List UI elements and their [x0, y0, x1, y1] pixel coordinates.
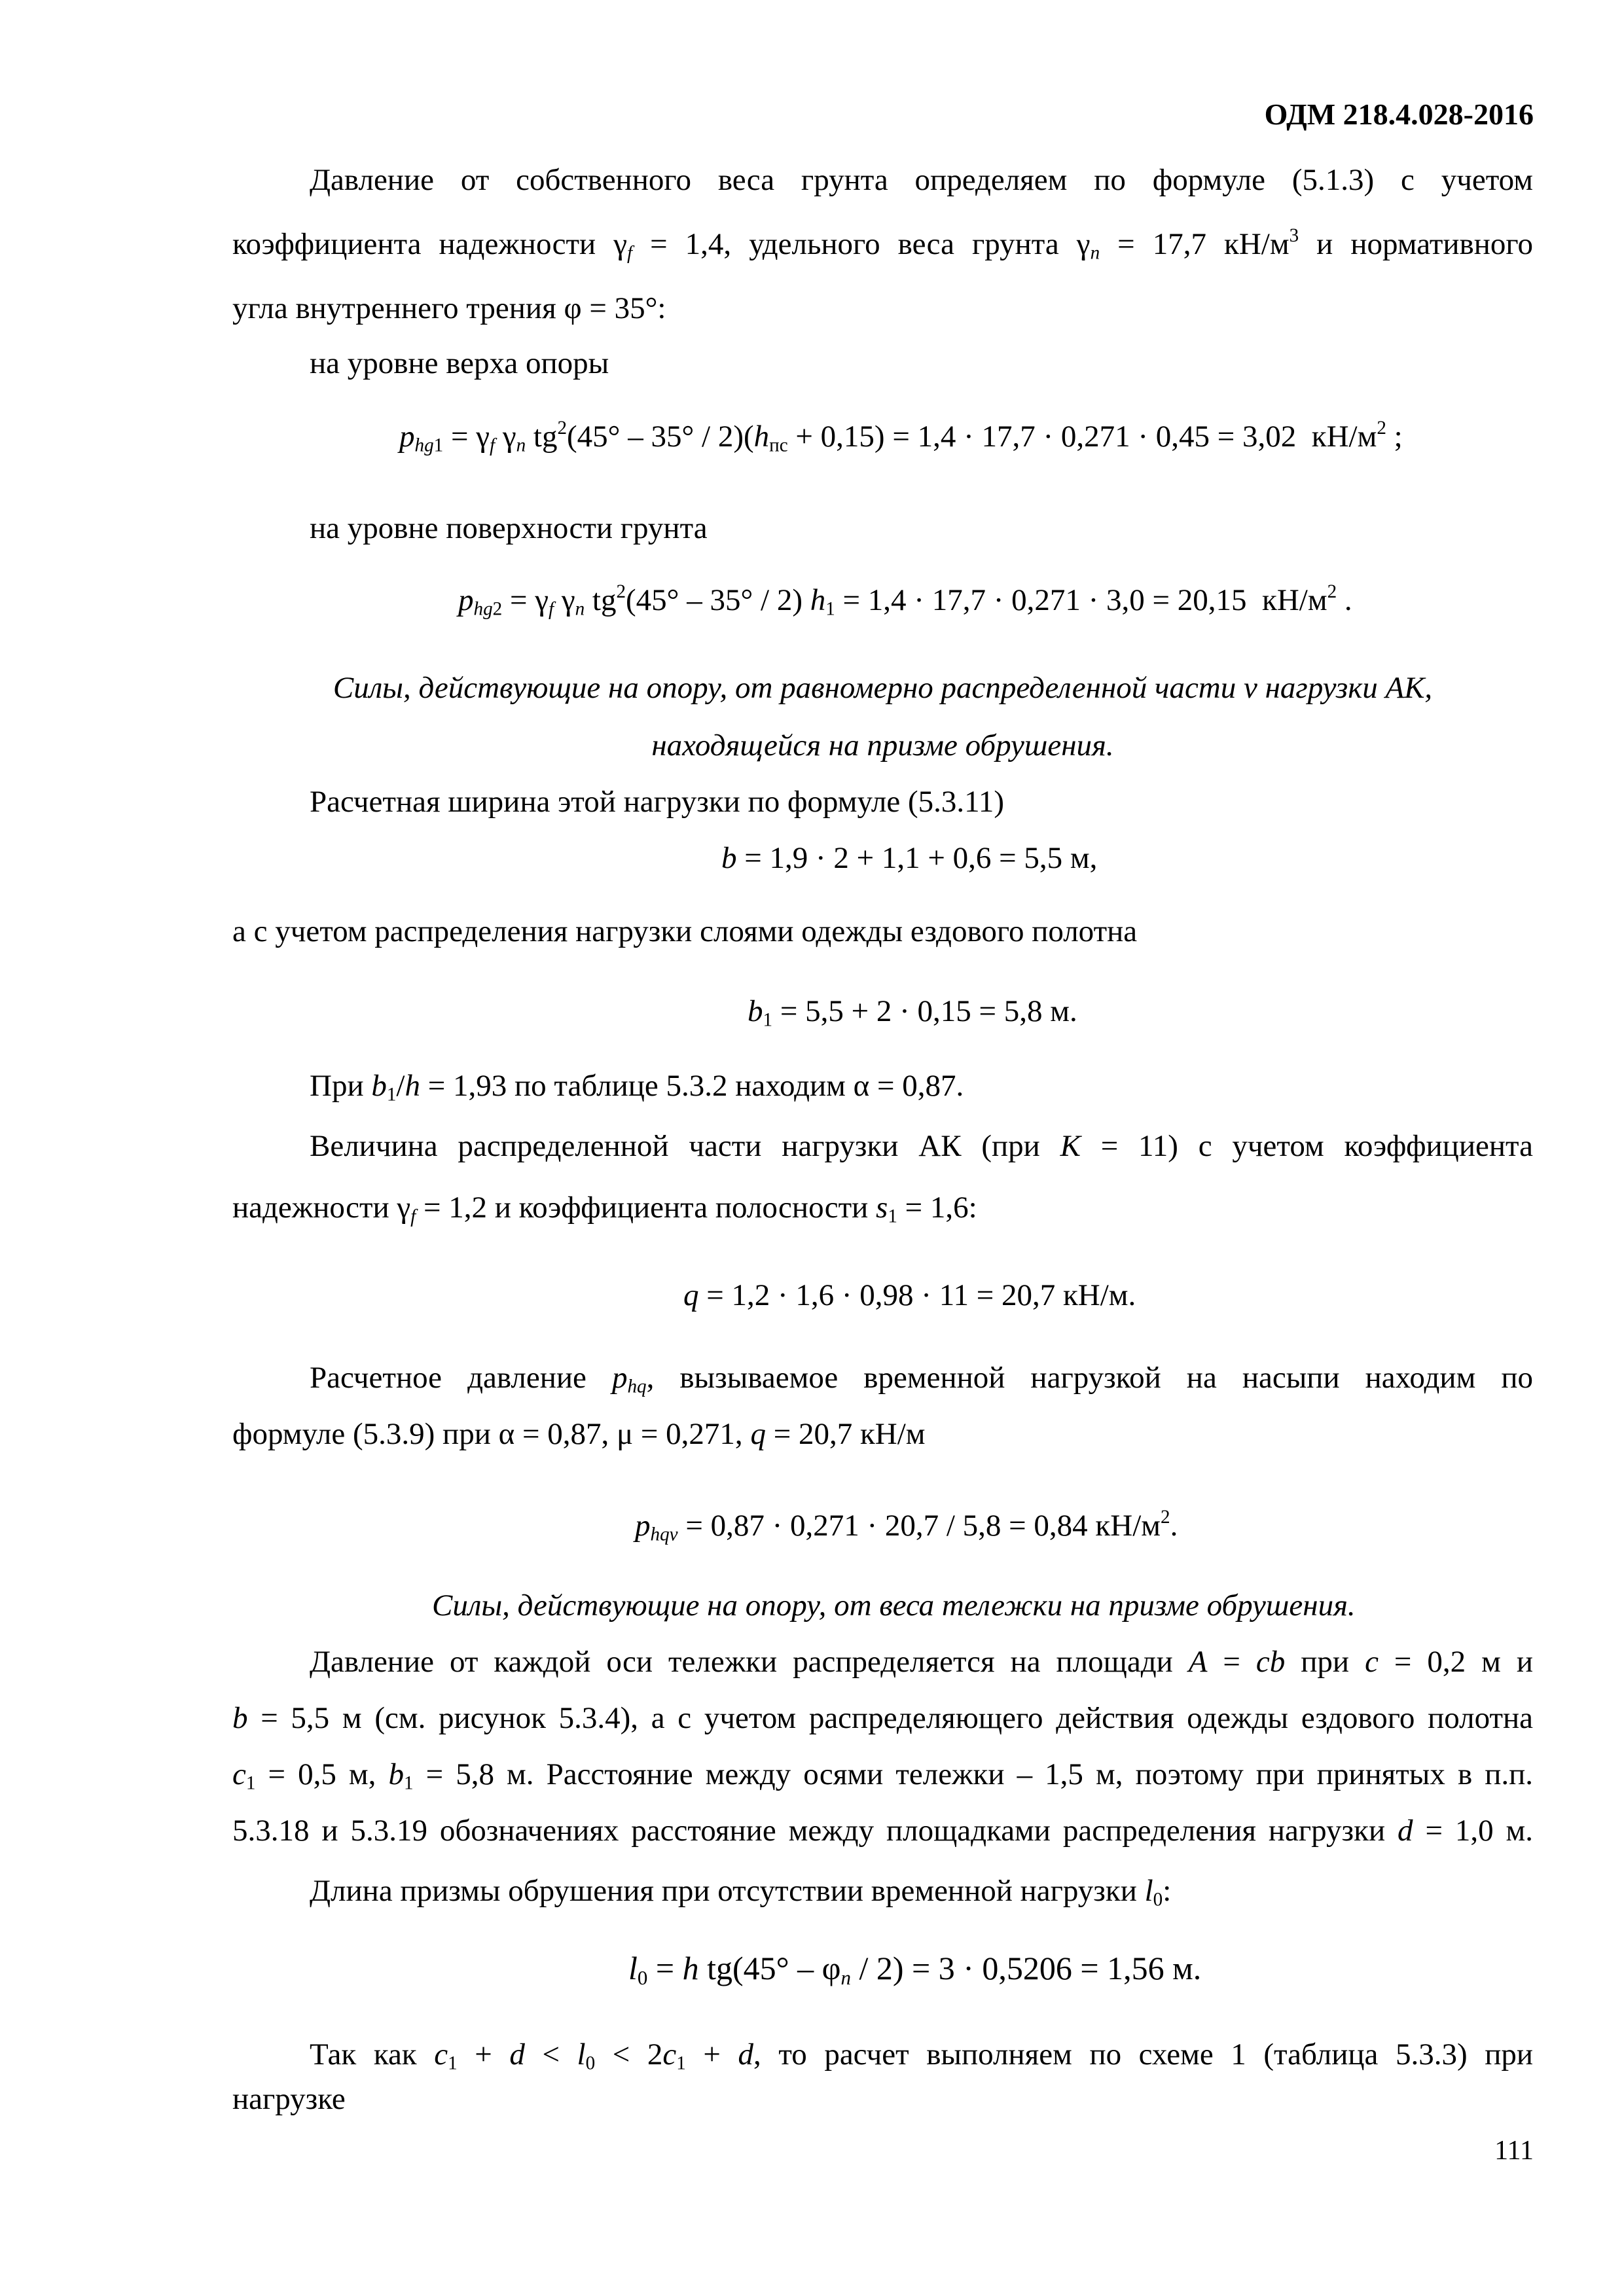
text-line: Длина призмы обрушения при отсутствии временной нагрузки $l_0$:: [310, 1874, 1172, 1910]
formula-b: b = 1,9 · 2 + 1,1 + 0,6 = 5,5 м,: [721, 841, 1098, 875]
paragraph-line: коэффициента надежности $\gamma_f = 1,4$, удельного веса грунта $\gamma_n = 17,7$ $кН/м^3$ и нормативного: [232, 225, 1534, 264]
section-heading: Силы, действующие на опору, от веса тележки на призме обрушения.: [432, 1588, 1356, 1623]
formula-q: q = 1,2 · 1,6 · 0,98 · 11 = 20,7 кН/м.: [683, 1278, 1136, 1312]
paragraph-line: $c_1 = 0,5$ м, $b_1 = 5,8$ м. Расстояние между осями тележки – 1,5 м, поэтому при принятых в п.п.: [232, 1757, 1534, 1794]
formula-phg2: $p_{hg2} = \gamma_f$ $\gamma_n$ $tg^2(45^\circ - 35^\circ / 2) h_1 = 1,4 \cdot 17,7 \cdot 0,271 \cdot 3,0 = 20,15$ $кН/м^2$ .: [458, 581, 1352, 620]
paragraph-line: b = 5,5 м (см. рисунок 5.3.4), а с учетом распределяющего действия одежды ездового полотна: [232, 1701, 1533, 1735]
paragraph-line: Расчетное давление $p_{hq}$, вызываемое временной нагрузкой на насыпи находим по: [310, 1361, 1534, 1397]
text-line: При $b_1/h = 1,93$ по таблице 5.3.2 находим α = 0,87.: [310, 1069, 964, 1105]
text-line: а с учетом распределения нагрузки слоями одежды ездового полотна: [232, 914, 1138, 948]
paragraph-line: Давление от собственного веса грунта определяем по формуле (5.1.3) с учетом: [310, 163, 1533, 197]
text-line: на уровне поверхности грунта: [310, 511, 708, 545]
text-line: на уровне верха опоры: [310, 346, 609, 380]
paragraph-line: Величина распределенной части нагрузки АК (при K = 11) с учетом коэффициента: [310, 1129, 1533, 1163]
document-code-header: ОДМ 218.4.028-2016: [1264, 98, 1534, 131]
page-number: 111: [1494, 2136, 1534, 2166]
paragraph-line: Так как $c_1 + d < l_0 < 2c_1 + d$, то расчет выполняем по схеме 1 (таблица 5.3.3) при: [310, 2037, 1534, 2074]
paragraph-line: формуле (5.3.9) при α = 0,87, μ = 0,271, q = 20,7 кН/м: [232, 1417, 926, 1451]
paragraph-line: угла внутреннего трения φ = 35°:: [232, 291, 666, 325]
paragraph-line: Давление от каждой оси тележки распределяется на площади A = cb при c = 0,2 м и: [310, 1645, 1533, 1679]
section-heading: Силы, действующие на опору, от равномерно распределенной части v нагрузки АК,: [333, 671, 1433, 705]
text-line: Расчетная ширина этой нагрузки по формуле (5.3.11): [310, 785, 1005, 819]
formula-b1: $b_1 = 5,5 + 2 \cdot 0,15 = 5,8$ м.: [748, 994, 1077, 1031]
paragraph-line: надежности $\gamma_f = 1,2$ и коэффициента полосности $s_1 = 1,6$:: [232, 1191, 977, 1227]
section-heading: находящейся на призме обрушения.: [651, 728, 1114, 762]
paragraph-line: 5.3.18 и 5.3.19 обозначениях расстояние между площадками распределения нагрузки d = 1,0 м.: [232, 1814, 1533, 1848]
formula-l0: $l_0 = h$ $tg(45^\circ - \varphi_n / 2) = 3 \cdot 0,5206 = 1,56$ м.: [628, 1950, 1202, 1989]
paragraph-line: нагрузке: [232, 2082, 346, 2116]
formula-phqv: $p_{hqv} = 0,87 \cdot 0,271 \cdot 20,7 / 5,8 = 0,84$ $кН/м^2$.: [635, 1507, 1178, 1545]
formula-phg1: $p_{hg1} = \gamma_f$ $\gamma_n$ $tg^2(45^\circ - 35^\circ / 2)(h_{пс} + 0,15) = 1,4 \cdot 17,7 \cdot 0,271 \cdot 0,45 = 3,02$ $кН/м^2$ ;: [399, 418, 1403, 456]
